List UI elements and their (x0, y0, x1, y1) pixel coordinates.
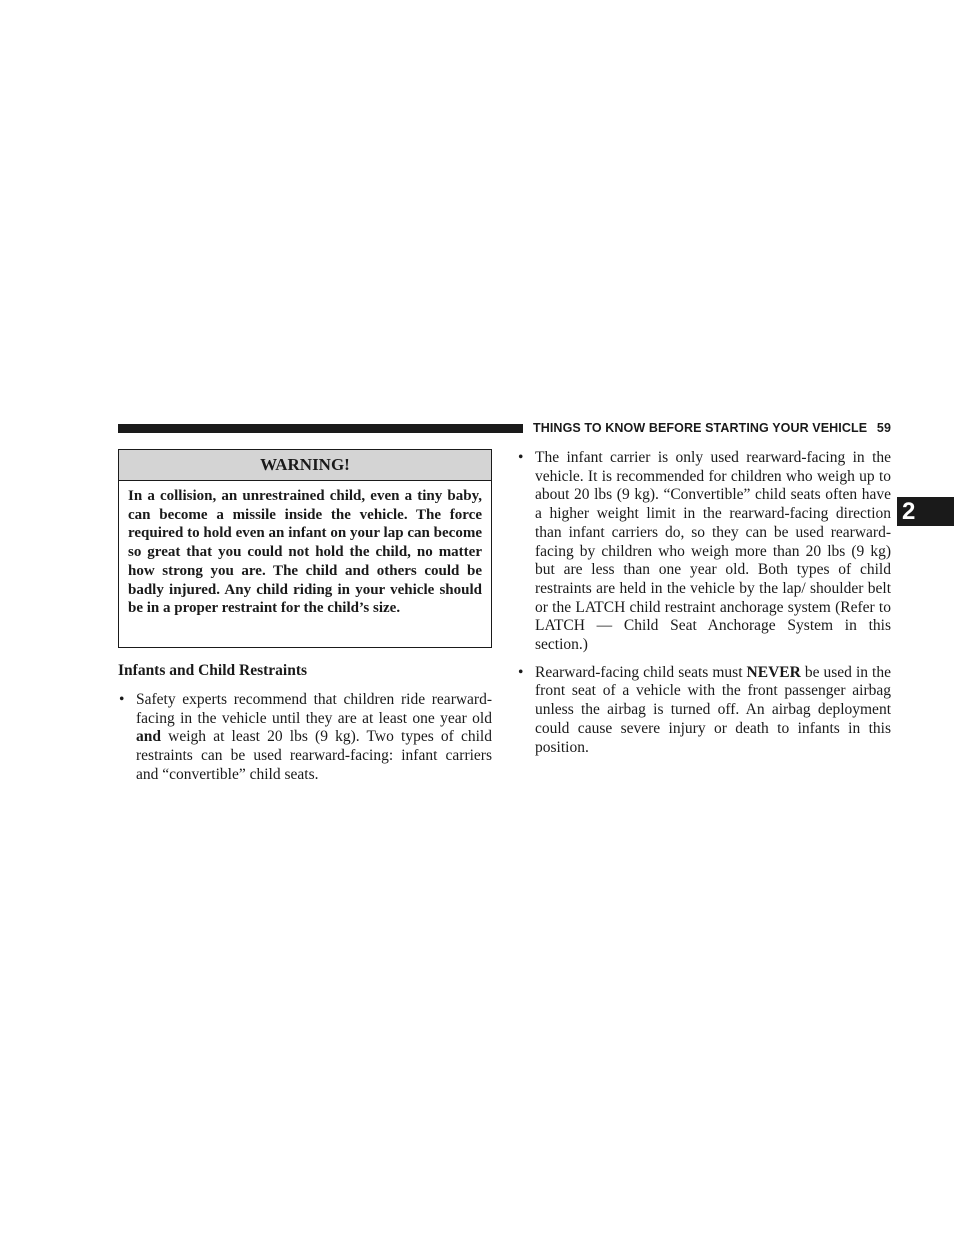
chapter-tab: 2 (897, 497, 954, 526)
bullet-icon: • (119, 691, 125, 708)
list-item (118, 691, 492, 785)
page-number: 59 (876, 421, 891, 435)
section-heading: Infants and Child Restraints (118, 662, 308, 679)
warning-box (118, 449, 492, 648)
bullet-icon: • (518, 449, 524, 466)
warning-body: In a collision, an unrestrained child, even a tiny baby, can become a missile inside the vehicle. The force required to hold even an infant on your lap can become so great that you could not hold the child, no matter how strong you are. The child and others could be badly injured. Any child riding in your vehicle should be in a proper restraint for the child’s size. (128, 488, 482, 617)
bullet-text: Rearward-facing child seats must (535, 663, 747, 681)
bullet-emphasis: NEVER (746, 663, 801, 681)
header-rule (118, 424, 523, 433)
right-bullet-list (517, 449, 891, 766)
bullet-text: The infant carrier is only used rearward-facing in the vehicle. It is recommended for children who weigh up to about 20 lbs (9 kg). “Convertible” child seats often have a higher weight limit in the rearward-facing direction than infant carriers do, so they can be used rearward-facing by children who weigh more than 20 lbs (9 kg) but are less than one year old. Both types of child restraints are held in the vehicle by the lap/ shoulder belt or the LATCH child restraint anchorage system (Refer to LATCH — Child Seat Anchorage System in this section.) (535, 449, 891, 654)
warning-title: WARNING! (119, 450, 491, 481)
bullet-text: Safety experts recommend that children ride rearward-facing in the vehicle until they are at least one year old (136, 691, 492, 727)
bullet-emphasis: and (136, 728, 161, 746)
running-header (533, 419, 891, 437)
left-bullet-list (118, 691, 492, 794)
section-title: THINGS TO KNOW BEFORE STARTING YOUR VEHICLE (533, 421, 868, 435)
list-item (517, 664, 891, 758)
bullet-icon: • (518, 663, 524, 681)
list-item (517, 449, 891, 655)
bullet-text: weigh at least 20 lbs (9 kg). Two types of child restraints can be used rearward-facing: infant carriers and “convertible” child seats. (136, 728, 492, 783)
bullet-text: be used in the front seat of a vehicle with the front passenger airbag unless the airbag is turned off. An airbag deployment could cause severe injury or death to infants in this position. (535, 663, 891, 756)
